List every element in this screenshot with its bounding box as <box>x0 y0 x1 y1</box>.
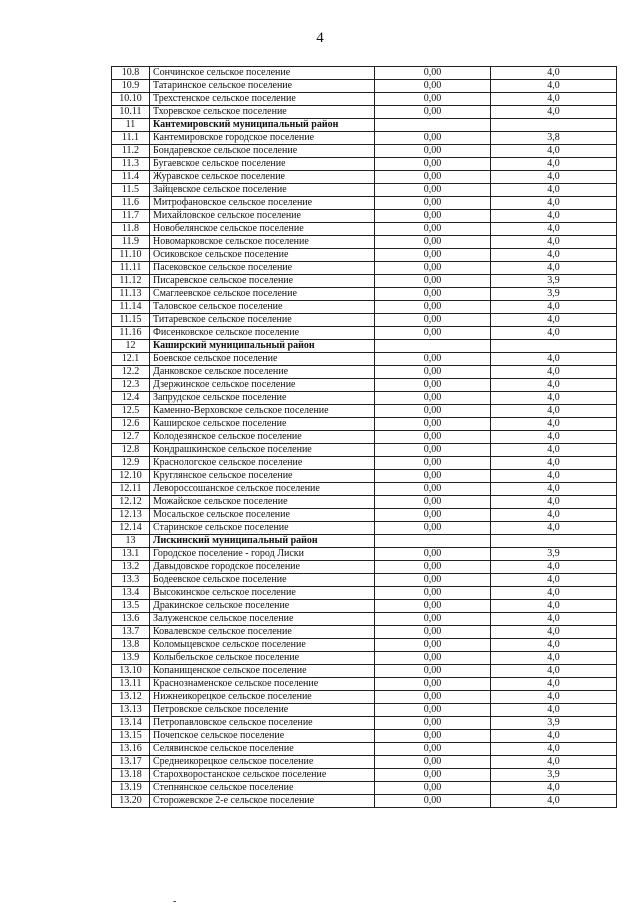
table-row <box>112 613 617 626</box>
value-a: 0,00 <box>375 132 491 145</box>
row-number: 10.8 <box>112 67 150 80</box>
value-a: 0,00 <box>375 67 491 80</box>
value-a: 0,00 <box>375 652 491 665</box>
settlement-name: Осиковское сельское поселение <box>150 249 375 262</box>
table-row <box>112 145 617 158</box>
table-row <box>112 223 617 236</box>
settlement-name: Бодеевское сельское поселение <box>150 574 375 587</box>
value-a: 0,00 <box>375 743 491 756</box>
value-b: 4,0 <box>491 483 617 496</box>
value-b: 4,0 <box>491 197 617 210</box>
settlement-name: Фисенковское сельское поселение <box>150 327 375 340</box>
table-row <box>112 561 617 574</box>
value-b: 4,0 <box>491 366 617 379</box>
row-number: 13.19 <box>112 782 150 795</box>
value-b: 4,0 <box>491 574 617 587</box>
table-row <box>112 379 617 392</box>
settlement-name: Татаринское сельское поселение <box>150 80 375 93</box>
value-a: 0,00 <box>375 717 491 730</box>
value-a: 0,00 <box>375 587 491 600</box>
value-a: 0,00 <box>375 106 491 119</box>
value-a: 0,00 <box>375 158 491 171</box>
value-a: 0,00 <box>375 678 491 691</box>
settlement-name: Кантемировский муниципальный район <box>150 119 375 132</box>
value-a: 0,00 <box>375 93 491 106</box>
row-number: 11.1 <box>112 132 150 145</box>
settlement-name: Бугаевское сельское поселение <box>150 158 375 171</box>
row-number: 12.4 <box>112 392 150 405</box>
value-a: 0,00 <box>375 327 491 340</box>
row-number: 13.17 <box>112 756 150 769</box>
table-row <box>112 743 617 756</box>
value-a: 0,00 <box>375 522 491 535</box>
table-row <box>112 93 617 106</box>
table-row <box>112 795 617 808</box>
settlement-name: Тхоревское сельское поселение <box>150 106 375 119</box>
row-number: 13.11 <box>112 678 150 691</box>
value-a: 0,00 <box>375 301 491 314</box>
value-b: 4,0 <box>491 314 617 327</box>
table-row <box>112 301 617 314</box>
settlement-name: Краснознаменское сельское поселение <box>150 678 375 691</box>
row-number: 13.12 <box>112 691 150 704</box>
row-number: 13.3 <box>112 574 150 587</box>
table-row <box>112 756 617 769</box>
table-row <box>112 314 617 327</box>
value-b: 4,0 <box>491 522 617 535</box>
settlement-name: Краснологское сельское поселение <box>150 457 375 470</box>
settlement-name: Михайловское сельское поселение <box>150 210 375 223</box>
table-row <box>112 782 617 795</box>
row-number: 11.8 <box>112 223 150 236</box>
row-number: 10.10 <box>112 93 150 106</box>
settlement-name: Нижнеикорецкое сельское поселение <box>150 691 375 704</box>
settlement-name: Коломыцевское сельское поселение <box>150 639 375 652</box>
settlement-name: Каширское сельское поселение <box>150 418 375 431</box>
section-header-row <box>112 340 617 353</box>
value-b: 4,0 <box>491 613 617 626</box>
value-a: 0,00 <box>375 210 491 223</box>
value-b: 3,9 <box>491 717 617 730</box>
row-number: 12.2 <box>112 366 150 379</box>
row-number: 13.14 <box>112 717 150 730</box>
row-number: 11.15 <box>112 314 150 327</box>
value-a: 0,00 <box>375 379 491 392</box>
value-a: 0,00 <box>375 431 491 444</box>
value-b <box>491 535 617 548</box>
value-b: 4,0 <box>491 652 617 665</box>
row-number: 13.18 <box>112 769 150 782</box>
settlement-name: Почепское сельское поселение <box>150 730 375 743</box>
value-b: 4,0 <box>491 158 617 171</box>
row-number: 12.13 <box>112 509 150 522</box>
row-number: 13.15 <box>112 730 150 743</box>
value-b: 4,0 <box>491 782 617 795</box>
settlement-name: Митрофановское сельское поселение <box>150 197 375 210</box>
row-number: 12.10 <box>112 470 150 483</box>
table-row <box>112 158 617 171</box>
value-b: 4,0 <box>491 67 617 80</box>
table-row <box>112 392 617 405</box>
value-a: 0,00 <box>375 444 491 457</box>
value-b: 4,0 <box>491 80 617 93</box>
table-row <box>112 67 617 80</box>
row-number: 12.8 <box>112 444 150 457</box>
table-row <box>112 717 617 730</box>
value-b <box>491 119 617 132</box>
settlement-name: Новомарковское сельское поселение <box>150 236 375 249</box>
table-row <box>112 574 617 587</box>
settlement-name: Левороссошанское сельское поселение <box>150 483 375 496</box>
value-a: 0,00 <box>375 457 491 470</box>
row-number: 11.11 <box>112 262 150 275</box>
value-b: 4,0 <box>491 392 617 405</box>
settlement-name: Дракинское сельское поселение <box>150 600 375 613</box>
table-row <box>112 171 617 184</box>
row-number: 13 <box>112 535 150 548</box>
value-b: 4,0 <box>491 600 617 613</box>
settlement-name: Смаглеевское сельское поселение <box>150 288 375 301</box>
settlement-table <box>111 66 617 808</box>
table-row <box>112 353 617 366</box>
value-a: 0,00 <box>375 145 491 158</box>
settlement-name: Круглянское сельское поселение <box>150 470 375 483</box>
value-a: 0,00 <box>375 223 491 236</box>
table-row <box>112 80 617 93</box>
settlement-name: Сончинское сельское поселение <box>150 67 375 80</box>
row-number: 11.7 <box>112 210 150 223</box>
settlement-name: Бондаревское сельское поселение <box>150 145 375 158</box>
row-number: 11.14 <box>112 301 150 314</box>
table-row <box>112 652 617 665</box>
value-b: 4,0 <box>491 704 617 717</box>
value-a: 0,00 <box>375 574 491 587</box>
settlement-name: Высокинское сельское поселение <box>150 587 375 600</box>
value-b <box>491 340 617 353</box>
value-b: 4,0 <box>491 470 617 483</box>
row-number: 12.3 <box>112 379 150 392</box>
settlement-name: Сторожевское 2-е сельское поселение <box>150 795 375 808</box>
section-header-row <box>112 535 617 548</box>
table-row <box>112 184 617 197</box>
row-number: 12.14 <box>112 522 150 535</box>
value-b: 3,8 <box>491 132 617 145</box>
settlement-name: Давыдовское городское поселение <box>150 561 375 574</box>
value-a: 0,00 <box>375 756 491 769</box>
value-a: 0,00 <box>375 392 491 405</box>
value-a: 0,00 <box>375 509 491 522</box>
table-row <box>112 600 617 613</box>
settlement-name: Пасековское сельское поселение <box>150 262 375 275</box>
table-row <box>112 509 617 522</box>
settlement-name: Залуженское сельское поселение <box>150 613 375 626</box>
settlement-name: Таловское сельское поселение <box>150 301 375 314</box>
table-row <box>112 769 617 782</box>
settlement-name: Данковское сельское поселение <box>150 366 375 379</box>
value-b: 4,0 <box>491 626 617 639</box>
value-b: 3,9 <box>491 548 617 561</box>
value-a: 0,00 <box>375 262 491 275</box>
value-a: 0,00 <box>375 184 491 197</box>
settlement-name: Зайцевское сельское поселение <box>150 184 375 197</box>
row-number: 11.2 <box>112 145 150 158</box>
settlement-name: Петровское сельское поселение <box>150 704 375 717</box>
row-number: 11.10 <box>112 249 150 262</box>
table-row <box>112 366 617 379</box>
row-number: 11.5 <box>112 184 150 197</box>
row-number: 11.12 <box>112 275 150 288</box>
value-a: 0,00 <box>375 613 491 626</box>
settlement-name: Дзержинское сельское поселение <box>150 379 375 392</box>
value-a: 0,00 <box>375 171 491 184</box>
value-b: 4,0 <box>491 106 617 119</box>
table-row <box>112 431 617 444</box>
settlement-name: Среднеикорецкое сельское поселение <box>150 756 375 769</box>
value-b: 4,0 <box>491 444 617 457</box>
table-row <box>112 288 617 301</box>
table-row <box>112 730 617 743</box>
value-a: 0,00 <box>375 561 491 574</box>
value-b: 4,0 <box>491 561 617 574</box>
value-b: 3,9 <box>491 275 617 288</box>
value-b: 4,0 <box>491 249 617 262</box>
value-b: 4,0 <box>491 405 617 418</box>
settlement-name: Старохворостанское сельское поселение <box>150 769 375 782</box>
table-row <box>112 405 617 418</box>
table-row <box>112 626 617 639</box>
row-number: 12.1 <box>112 353 150 366</box>
row-number: 12.5 <box>112 405 150 418</box>
settlement-name: Титаревское сельское поселение <box>150 314 375 327</box>
settlement-name: Каменно-Верховское сельское поселение <box>150 405 375 418</box>
settlement-name: Кондрашкинское сельское поселение <box>150 444 375 457</box>
row-number: 11.13 <box>112 288 150 301</box>
row-number: 13.7 <box>112 626 150 639</box>
value-a: 0,00 <box>375 782 491 795</box>
value-b: 4,0 <box>491 431 617 444</box>
value-a: 0,00 <box>375 470 491 483</box>
footer-mark: - <box>173 896 177 907</box>
value-b: 4,0 <box>491 665 617 678</box>
value-b: 4,0 <box>491 587 617 600</box>
row-number: 12.9 <box>112 457 150 470</box>
value-a: 0,00 <box>375 665 491 678</box>
table-row <box>112 691 617 704</box>
value-b: 4,0 <box>491 262 617 275</box>
row-number: 13.6 <box>112 613 150 626</box>
settlement-name: Мосальское сельское поселение <box>150 509 375 522</box>
table-row <box>112 444 617 457</box>
settlement-name: Каширский муниципальный район <box>150 340 375 353</box>
table-row <box>112 678 617 691</box>
table-row <box>112 457 617 470</box>
value-a: 0,00 <box>375 353 491 366</box>
table-row <box>112 665 617 678</box>
row-number: 12.11 <box>112 483 150 496</box>
row-number: 11.6 <box>112 197 150 210</box>
settlement-name: Запрудское сельское поселение <box>150 392 375 405</box>
value-b: 4,0 <box>491 327 617 340</box>
value-a: 0,00 <box>375 730 491 743</box>
row-number: 13.13 <box>112 704 150 717</box>
row-number: 13.8 <box>112 639 150 652</box>
table-row <box>112 210 617 223</box>
value-b: 4,0 <box>491 379 617 392</box>
value-a: 0,00 <box>375 275 491 288</box>
table-row <box>112 470 617 483</box>
value-b: 4,0 <box>491 639 617 652</box>
value-b: 3,9 <box>491 769 617 782</box>
settlement-name: Старинское сельское поселение <box>150 522 375 535</box>
value-b: 4,0 <box>491 223 617 236</box>
value-b: 4,0 <box>491 171 617 184</box>
settlement-name: Копанищенское сельское поселение <box>150 665 375 678</box>
value-b: 4,0 <box>491 353 617 366</box>
value-a: 0,00 <box>375 314 491 327</box>
row-number: 13.5 <box>112 600 150 613</box>
row-number: 13.16 <box>112 743 150 756</box>
table-row <box>112 587 617 600</box>
value-b: 4,0 <box>491 678 617 691</box>
settlement-name: Ковалевское сельское поселение <box>150 626 375 639</box>
settlement-name: Степнянское сельское поселение <box>150 782 375 795</box>
value-a: 0,00 <box>375 496 491 509</box>
table-row <box>112 106 617 119</box>
settlement-name: Журавское сельское поселение <box>150 171 375 184</box>
table-row <box>112 483 617 496</box>
value-b: 4,0 <box>491 730 617 743</box>
settlement-name: Боевское сельское поселение <box>150 353 375 366</box>
row-number: 12.7 <box>112 431 150 444</box>
value-b: 4,0 <box>491 756 617 769</box>
value-a: 0,00 <box>375 483 491 496</box>
section-header-row <box>112 119 617 132</box>
value-a: 0,00 <box>375 600 491 613</box>
value-a: 0,00 <box>375 418 491 431</box>
value-b: 4,0 <box>491 184 617 197</box>
value-a: 0,00 <box>375 197 491 210</box>
table-row <box>112 275 617 288</box>
settlement-name: Можайское сельское поселение <box>150 496 375 509</box>
table-row <box>112 418 617 431</box>
row-number: 11 <box>112 119 150 132</box>
table-row <box>112 522 617 535</box>
value-b: 4,0 <box>491 236 617 249</box>
table-row <box>112 327 617 340</box>
table-row <box>112 262 617 275</box>
row-number: 11.9 <box>112 236 150 249</box>
value-a: 0,00 <box>375 366 491 379</box>
table-body <box>112 67 617 808</box>
value-a: 0,00 <box>375 405 491 418</box>
settlement-name: Селявинское сельское поселение <box>150 743 375 756</box>
value-a: 0,00 <box>375 288 491 301</box>
value-b: 4,0 <box>491 145 617 158</box>
value-a: 0,00 <box>375 691 491 704</box>
page-number: 4 <box>316 30 324 46</box>
settlement-name: Колодезянское сельское поселение <box>150 431 375 444</box>
value-a <box>375 119 491 132</box>
value-b: 4,0 <box>491 691 617 704</box>
table-row <box>112 236 617 249</box>
value-a: 0,00 <box>375 769 491 782</box>
settlement-name: Городское поселение - город Лиски <box>150 548 375 561</box>
row-number: 12.12 <box>112 496 150 509</box>
value-a: 0,00 <box>375 704 491 717</box>
value-a: 0,00 <box>375 639 491 652</box>
table-row <box>112 496 617 509</box>
settlement-name: Лискинский муниципальный район <box>150 535 375 548</box>
row-number: 13.1 <box>112 548 150 561</box>
value-a: 0,00 <box>375 249 491 262</box>
row-number: 10.9 <box>112 80 150 93</box>
value-b: 4,0 <box>491 418 617 431</box>
table-row <box>112 249 617 262</box>
row-number: 12 <box>112 340 150 353</box>
row-number: 11.3 <box>112 158 150 171</box>
table-row <box>112 197 617 210</box>
settlement-name: Петропавловское сельское поселение <box>150 717 375 730</box>
settlement-name: Кантемировское городское поселение <box>150 132 375 145</box>
row-number: 12.6 <box>112 418 150 431</box>
value-a: 0,00 <box>375 236 491 249</box>
value-b: 4,0 <box>491 743 617 756</box>
row-number: 11.16 <box>112 327 150 340</box>
value-b: 4,0 <box>491 301 617 314</box>
value-b: 4,0 <box>491 496 617 509</box>
value-b: 4,0 <box>491 210 617 223</box>
row-number: 13.9 <box>112 652 150 665</box>
table-row <box>112 639 617 652</box>
value-a <box>375 340 491 353</box>
settlement-name: Писаревское сельское поселение <box>150 275 375 288</box>
value-a <box>375 535 491 548</box>
table-row <box>112 548 617 561</box>
settlement-name: Трехстенское сельское поселение <box>150 93 375 106</box>
value-b: 4,0 <box>491 509 617 522</box>
row-number: 13.2 <box>112 561 150 574</box>
row-number: 10.11 <box>112 106 150 119</box>
value-a: 0,00 <box>375 548 491 561</box>
table-row <box>112 704 617 717</box>
value-a: 0,00 <box>375 795 491 808</box>
settlement-name: Новобелянское сельское поселение <box>150 223 375 236</box>
value-b: 4,0 <box>491 457 617 470</box>
value-b: 4,0 <box>491 93 617 106</box>
row-number: 13.20 <box>112 795 150 808</box>
value-b: 4,0 <box>491 795 617 808</box>
row-number: 13.4 <box>112 587 150 600</box>
settlement-name: Колыбельское сельское поселение <box>150 652 375 665</box>
value-a: 0,00 <box>375 626 491 639</box>
table-row <box>112 132 617 145</box>
row-number: 11.4 <box>112 171 150 184</box>
row-number: 13.10 <box>112 665 150 678</box>
value-a: 0,00 <box>375 80 491 93</box>
value-b: 3,9 <box>491 288 617 301</box>
